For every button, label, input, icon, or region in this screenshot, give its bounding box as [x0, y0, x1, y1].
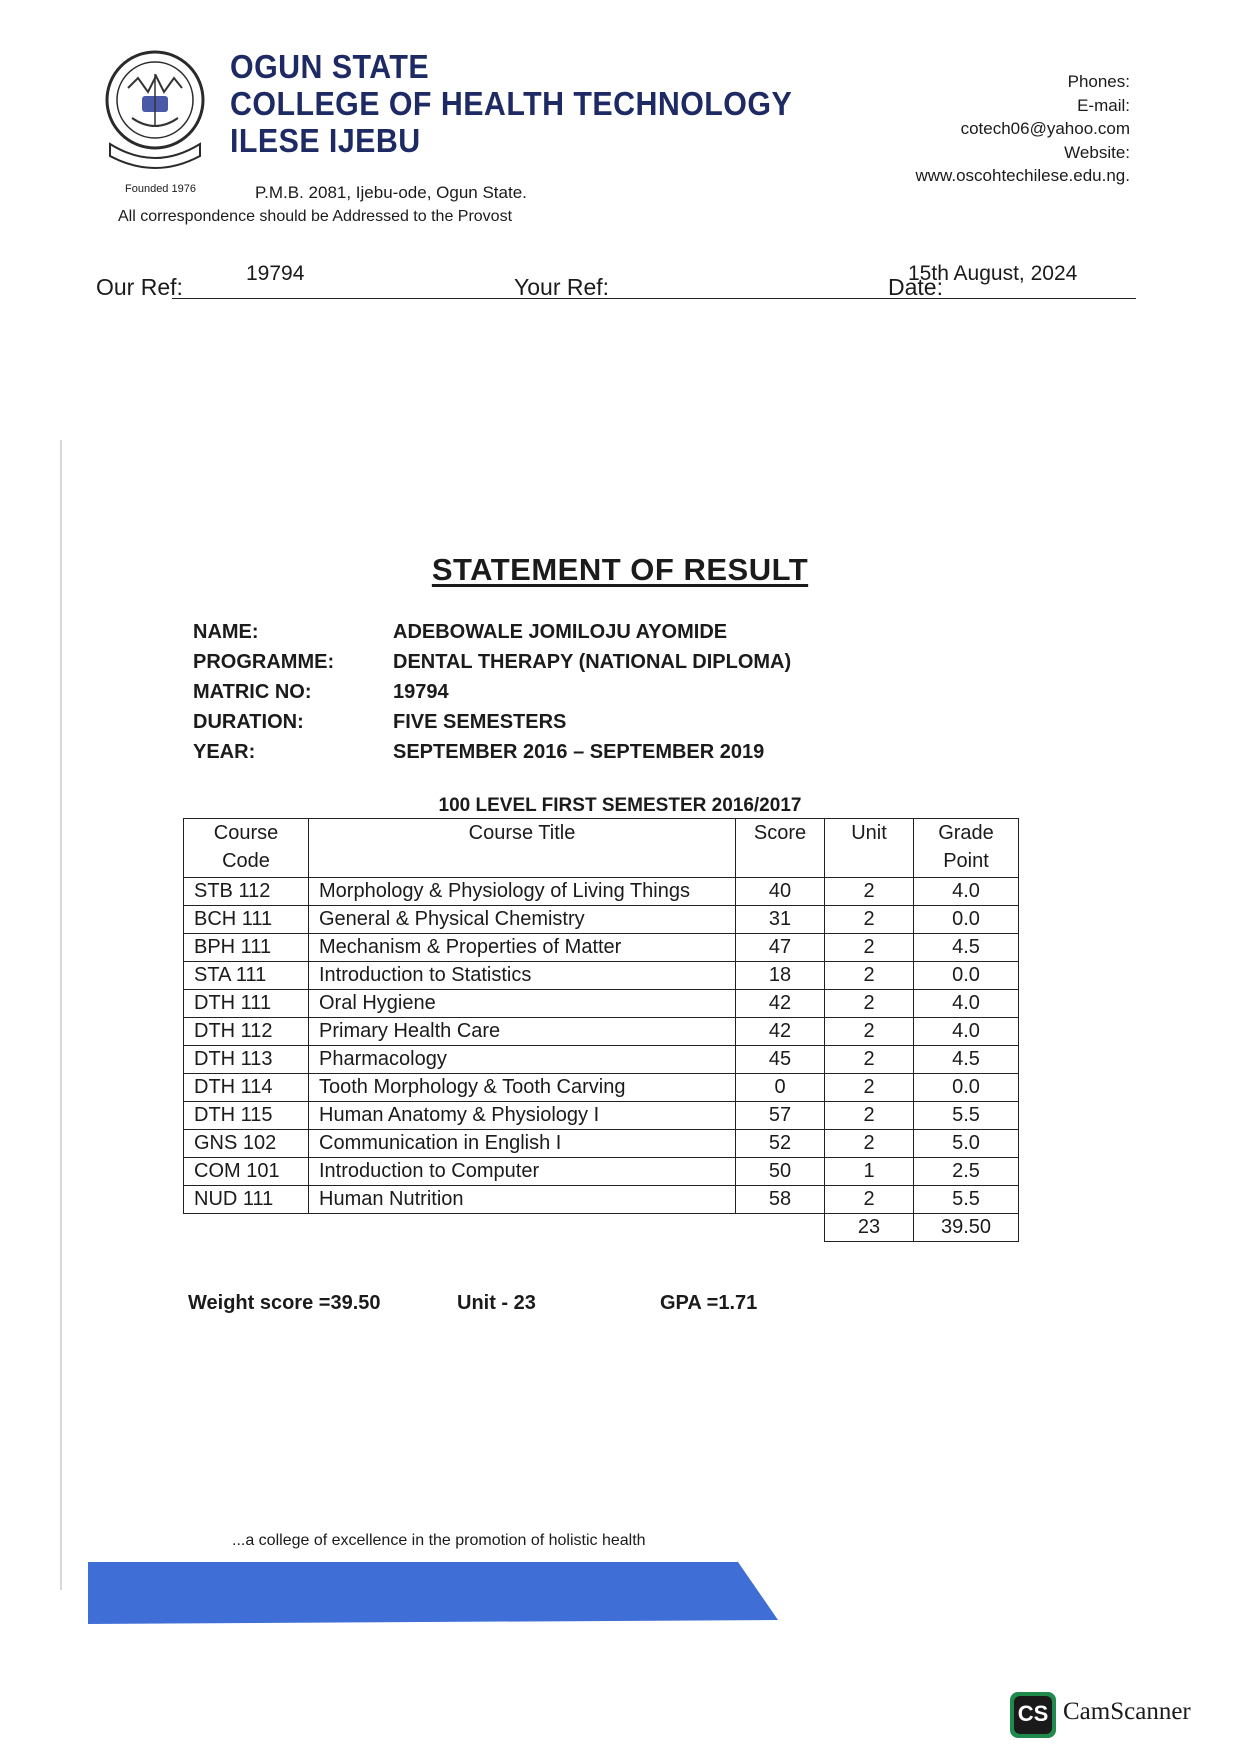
unit-summary: Unit - 23	[457, 1292, 536, 1314]
footer-band	[88, 1562, 778, 1624]
correspondence-note: All correspondence should be Addressed to the Provost	[118, 208, 513, 225]
score-cell: 42	[736, 990, 825, 1018]
college-line-3: ILESE IJEBU	[230, 122, 421, 159]
unit-cell: 2	[825, 1018, 914, 1046]
table-row	[184, 1074, 1019, 1102]
grade-point-cell: 4.5	[914, 1046, 1019, 1074]
score-cell: 57	[736, 1102, 825, 1130]
table-row	[184, 962, 1019, 990]
course-title-cell: Human Nutrition	[309, 1186, 736, 1214]
info-row-matric: MATRIC NO: 19794	[193, 677, 791, 707]
unit-cell: 2	[825, 1186, 914, 1214]
grade-point-cell: 4.0	[914, 990, 1019, 1018]
course-code-cell: GNS 102	[184, 1130, 309, 1158]
unit-cell: 1	[825, 1158, 914, 1186]
unit-cell: 2	[825, 1102, 914, 1130]
score-cell: 42	[736, 1018, 825, 1046]
info-row-programme: PROGRAMME: DENTAL THERAPY (NATIONAL DIPLOMA)	[193, 647, 791, 677]
student-name: ADEBOWALE JOMILOJU AYOMIDE	[393, 621, 728, 643]
our-ref-label: Our Ref:	[96, 274, 183, 300]
course-code-cell: STB 112	[184, 878, 309, 906]
course-code-cell: DTH 114	[184, 1074, 309, 1102]
unit-cell: 2	[825, 962, 914, 990]
college-line-2: COLLEGE OF HEALTH TECHNOLOGY	[230, 85, 793, 122]
duration: FIVE SEMESTERS	[393, 711, 567, 733]
date-value: 15th August, 2024	[908, 262, 1078, 285]
table-row	[184, 1158, 1019, 1186]
contact-email-label: E-mail:	[1077, 95, 1130, 115]
header-unit: Unit	[825, 819, 914, 878]
unit-cell: 2	[825, 1046, 914, 1074]
camscanner-badge-text: CS	[1017, 1701, 1049, 1726]
score-cell: 58	[736, 1186, 825, 1214]
table-row	[184, 934, 1019, 962]
semester-title: 100 LEVEL FIRST SEMESTER 2016/2017	[438, 795, 802, 816]
score-cell: 40	[736, 878, 825, 906]
total-row	[184, 1214, 1019, 1242]
camscanner-name: CamScanner	[1063, 1698, 1191, 1725]
info-row-year: YEAR: SEPTEMBER 2016 – SEPTEMBER 2019	[193, 737, 791, 767]
grade-point-cell: 2.5	[914, 1158, 1019, 1186]
contact-block	[915, 70, 1130, 188]
course-title-cell: Communication in English I	[309, 1130, 736, 1158]
score-cell: 50	[736, 1158, 825, 1186]
college-motto: ...a college of excellence in the promotion of holistic health	[232, 1532, 646, 1549]
grade-point-cell: 0.0	[914, 1074, 1019, 1102]
header-course-title: Course Title	[309, 819, 736, 878]
weight-score: Weight score =39.50	[188, 1292, 381, 1314]
score-cell: 47	[736, 934, 825, 962]
course-title-cell: Introduction to Computer	[309, 1158, 736, 1186]
course-code-cell: DTH 111	[184, 990, 309, 1018]
table-row	[184, 990, 1019, 1018]
gpa-summary: GPA =1.71	[660, 1292, 758, 1314]
year: SEPTEMBER 2016 – SEPTEMBER 2019	[393, 741, 765, 763]
course-code-cell: DTH 113	[184, 1046, 309, 1074]
table-row	[184, 906, 1019, 934]
course-code-cell: BCH 111	[184, 906, 309, 934]
unit-cell: 2	[825, 934, 914, 962]
camscanner-logo	[1010, 1692, 1056, 1738]
college-name	[230, 48, 792, 159]
grade-point-cell: 5.5	[914, 1186, 1019, 1214]
score-cell: 52	[736, 1130, 825, 1158]
grade-point-cell: 4.0	[914, 1018, 1019, 1046]
unit-cell: 2	[825, 1074, 914, 1102]
total-grade-point: 39.50	[914, 1214, 1019, 1242]
unit-cell: 2	[825, 1130, 914, 1158]
statement-title: STATEMENT OF RESULT	[431, 552, 809, 587]
college-line-1: OGUN STATE	[230, 48, 430, 85]
table-row	[184, 1130, 1019, 1158]
course-title-cell: General & Physical Chemistry	[309, 906, 736, 934]
table-row	[184, 878, 1019, 906]
score-cell: 0	[736, 1074, 825, 1102]
grade-point-cell: 0.0	[914, 906, 1019, 934]
our-ref-value: 19794	[246, 262, 305, 285]
your-ref-label: Your Ref:	[514, 274, 610, 300]
programme: DENTAL THERAPY (NATIONAL DIPLOMA)	[393, 651, 792, 673]
contact-phones-label: Phones:	[1067, 72, 1130, 91]
course-code-cell: DTH 115	[184, 1102, 309, 1130]
course-code-cell: COM 101	[184, 1158, 309, 1186]
matric-number: 19794	[393, 681, 449, 703]
postal-address: P.M.B. 2081, Ijebu-ode, Ogun State.	[255, 183, 527, 202]
college-seal-logo	[98, 48, 212, 178]
header-score: Score	[736, 819, 825, 878]
unit-cell: 2	[825, 990, 914, 1018]
course-title-cell: Primary Health Care	[309, 1018, 736, 1046]
date-label: Date:	[888, 274, 943, 300]
course-code-cell: NUD 111	[184, 1186, 309, 1214]
contact-website-label: Website:	[1064, 142, 1130, 162]
grade-point-cell: 4.0	[914, 878, 1019, 906]
scan-margin-shadow	[60, 440, 62, 1590]
course-title-cell: Pharmacology	[309, 1046, 736, 1074]
course-title-cell: Human Anatomy & Physiology I	[309, 1102, 736, 1130]
table-row	[184, 1046, 1019, 1074]
course-code-cell: DTH 112	[184, 1018, 309, 1046]
score-cell: 18	[736, 962, 825, 990]
course-title-cell: Tooth Morphology & Tooth Carving	[309, 1074, 736, 1102]
table-header-row	[184, 819, 1019, 878]
grade-point-cell: 4.5	[914, 934, 1019, 962]
info-row-duration: DURATION: FIVE SEMESTERS	[193, 707, 791, 737]
results-table	[183, 818, 1019, 1242]
score-cell: 45	[736, 1046, 825, 1074]
contact-email: cotech06@yahoo.com	[960, 119, 1130, 138]
course-title-cell: Introduction to Statistics	[309, 962, 736, 990]
reference-row	[96, 262, 1136, 302]
score-cell: 31	[736, 906, 825, 934]
table-row	[184, 1186, 1019, 1214]
unit-cell: 2	[825, 878, 914, 906]
date-line	[936, 298, 1136, 299]
grade-point-cell: 5.0	[914, 1130, 1019, 1158]
course-code-cell: BPH 111	[184, 934, 309, 962]
grade-point-cell: 0.0	[914, 962, 1019, 990]
total-unit: 23	[825, 1214, 914, 1242]
table-row	[184, 1018, 1019, 1046]
course-title-cell: Oral Hygiene	[309, 990, 736, 1018]
info-row-name: NAME: ADEBOWALE JOMILOJU AYOMIDE	[193, 617, 791, 647]
table-row	[184, 1102, 1019, 1130]
header-grade-point: Grade Point	[914, 819, 1019, 878]
student-info	[193, 617, 791, 767]
course-title-cell: Mechanism & Properties of Matter	[309, 934, 736, 962]
unit-cell: 2	[825, 906, 914, 934]
header-course-code: Course Code	[184, 819, 309, 878]
grade-point-cell: 5.5	[914, 1102, 1019, 1130]
course-code-cell: STA 111	[184, 962, 309, 990]
contact-website: www.oscohtechilese.edu.ng.	[915, 166, 1130, 185]
founded-text: Founded 1976	[125, 183, 196, 195]
course-title-cell: Morphology & Physiology of Living Things	[309, 878, 736, 906]
